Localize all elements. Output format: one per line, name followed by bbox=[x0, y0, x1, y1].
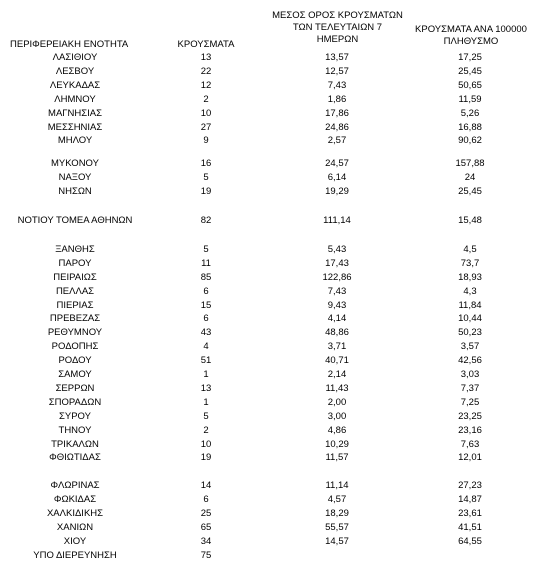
header-cases bbox=[175, 39, 237, 51]
table-row bbox=[0, 354, 542, 368]
avg-cell: 24,86 bbox=[325, 121, 349, 133]
table-row bbox=[0, 285, 542, 299]
region-cell: ΠΙΕΡΙΑΣ bbox=[56, 299, 94, 311]
cases-cell: 6 bbox=[203, 494, 209, 506]
avg-cell: 9,43 bbox=[327, 299, 347, 311]
per-100k-cell: 5,26 bbox=[460, 107, 480, 119]
avg-cell: 7,43 bbox=[327, 79, 347, 91]
table-row bbox=[0, 368, 542, 382]
table-row bbox=[0, 493, 542, 507]
per-100k-cell: 73,7 bbox=[460, 257, 480, 269]
avg-cell: 2,14 bbox=[327, 369, 347, 380]
avg-cell: 7,43 bbox=[327, 285, 347, 297]
avg-cell: 18,29 bbox=[325, 508, 349, 520]
avg-cell: 2,57 bbox=[327, 135, 347, 147]
cases-cell: 75 bbox=[200, 549, 212, 561]
table-row bbox=[0, 521, 542, 535]
per-100k-cell: 24 bbox=[464, 172, 476, 184]
avg-cell: 14,57 bbox=[325, 535, 349, 547]
avg-cell: 17,86 bbox=[325, 107, 349, 119]
region-cell: ΧΙΟΥ bbox=[63, 535, 87, 547]
avg-cell: 13,57 bbox=[325, 52, 349, 63]
cases-cell: 2 bbox=[203, 424, 209, 436]
avg-cell: 17,43 bbox=[325, 257, 349, 269]
per-100k-cell: 23,25 bbox=[458, 410, 482, 422]
region-cell: ΛΗΜΝΟΥ bbox=[54, 93, 96, 105]
table-row bbox=[0, 549, 542, 563]
cases-cell: 85 bbox=[200, 271, 212, 283]
region-cell: ΜΥΚΟΝΟΥ bbox=[51, 158, 99, 170]
cases-cell: 1 bbox=[203, 396, 209, 408]
avg-cell: 11,57 bbox=[325, 452, 349, 464]
per-100k-cell: 50,23 bbox=[458, 327, 482, 339]
region-cell: ΦΛΩΡΙΝΑΣ bbox=[50, 480, 100, 492]
table-row bbox=[0, 243, 542, 257]
table-row bbox=[0, 121, 542, 135]
per-100k-cell: 17,25 bbox=[458, 52, 482, 63]
region-cell: ΝΑΞΟΥ bbox=[58, 172, 92, 184]
per-100k-cell: 27,23 bbox=[458, 480, 482, 492]
region-cell: ΤΡΙΚΑΛΩΝ bbox=[51, 438, 99, 450]
avg-cell: 4,14 bbox=[327, 313, 347, 325]
region-cell: ΧΑΛΚΙΔΙΚΗΣ bbox=[46, 508, 104, 520]
header-per-line1: ΚΡΟΥΣΜΑΤΑ ΑΝΑ 100000 bbox=[415, 24, 527, 35]
cases-cell: 10 bbox=[200, 438, 212, 450]
region-cell: ΠΕΛΛΑΣ bbox=[55, 285, 95, 297]
cases-cell: 25 bbox=[200, 508, 212, 520]
avg-cell: 11,14 bbox=[325, 480, 349, 492]
region-cell: ΠΑΡΟΥ bbox=[58, 257, 92, 269]
header-7day-average bbox=[270, 10, 405, 46]
avg-cell: 10,29 bbox=[325, 438, 349, 450]
avg-cell: 12,57 bbox=[325, 65, 349, 77]
avg-cell: 1,86 bbox=[327, 93, 347, 105]
region-cell: ΣΥΡΟΥ bbox=[59, 410, 91, 422]
avg-cell: 2,00 bbox=[327, 396, 347, 408]
region-cell: ΡΟΔΟΥ bbox=[58, 355, 92, 367]
per-100k-cell: 157,88 bbox=[455, 158, 485, 170]
per-100k-cell: 3,03 bbox=[460, 369, 480, 380]
cases-cell: 13 bbox=[200, 382, 212, 394]
per-100k-cell: 23,61 bbox=[458, 508, 482, 520]
cases-cell: 9 bbox=[203, 135, 209, 147]
table-row bbox=[0, 185, 542, 199]
avg-cell: 122,86 bbox=[322, 271, 352, 283]
header-avg-line1: ΜΕΣΟΣ ΟΡΟΣ ΚΡΟΥΣΜΑΤΩΝ bbox=[272, 10, 403, 21]
cases-cell: 4 bbox=[203, 341, 209, 353]
region-cell: ΡΕΘΥΜΝΟΥ bbox=[47, 327, 103, 339]
per-100k-cell: 7,63 bbox=[460, 438, 480, 450]
cases-cell: 82 bbox=[200, 215, 212, 226]
region-cell: ΥΠΟ ΔΙΕΡΕΥΝΗΣΗ bbox=[33, 549, 117, 561]
header-avg-line2: ΤΩΝ ΤΕΛΕΥΤΑΙΩΝ 7 bbox=[292, 22, 383, 33]
per-100k-cell: 15,48 bbox=[458, 215, 482, 226]
per-100k-cell: 3,57 bbox=[460, 341, 480, 353]
table-row bbox=[0, 382, 542, 396]
table-row bbox=[0, 507, 542, 521]
region-cell: ΜΑΓΝΗΣΙΑΣ bbox=[48, 107, 102, 119]
avg-cell: 4,57 bbox=[327, 494, 347, 506]
table-row bbox=[0, 340, 542, 354]
region-cell: ΣΕΡΡΩΝ bbox=[55, 382, 95, 394]
per-100k-cell: 4,5 bbox=[463, 243, 477, 255]
header-region-label: ΠΕΡΙΦΕΡΕΙΑΚΗ ΕΝΟΤΗΤΑ bbox=[10, 39, 129, 50]
avg-cell: 40,71 bbox=[325, 355, 349, 367]
region-cell: ΡΟΔΟΠΗΣ bbox=[51, 341, 99, 353]
cases-cell: 65 bbox=[200, 522, 212, 533]
region-cell: ΝΗΣΩΝ bbox=[58, 186, 92, 198]
table-row bbox=[0, 79, 542, 93]
table-row bbox=[0, 438, 542, 452]
cases-cell: 1 bbox=[203, 369, 209, 380]
cases-cell: 5 bbox=[203, 243, 209, 255]
header-per-100000 bbox=[405, 24, 537, 48]
region-cell: ΤΗΝΟΥ bbox=[58, 424, 92, 436]
per-100k-cell: 11,84 bbox=[458, 299, 482, 311]
cases-cell: 14 bbox=[200, 480, 212, 492]
table-row bbox=[0, 51, 542, 65]
region-cell: ΣΑΜΟΥ bbox=[58, 369, 92, 380]
per-100k-cell: 64,55 bbox=[458, 535, 482, 547]
avg-cell: 5,43 bbox=[327, 243, 347, 255]
table-row bbox=[0, 535, 542, 549]
per-100k-cell: 10,44 bbox=[458, 313, 482, 325]
cases-cell: 6 bbox=[203, 285, 209, 297]
table-row bbox=[0, 479, 542, 493]
per-100k-cell: 7,37 bbox=[460, 382, 480, 394]
region-cell: ΜΕΣΣΗΝΙΑΣ bbox=[47, 121, 103, 133]
per-100k-cell: 90,62 bbox=[458, 135, 482, 147]
region-cell: ΛΕΣΒΟΥ bbox=[55, 65, 95, 77]
region-cell: ΛΕΥΚΑΔΑΣ bbox=[49, 79, 101, 91]
avg-cell: 55,57 bbox=[325, 522, 349, 533]
avg-cell: 111,14 bbox=[323, 215, 351, 226]
cases-cell: 43 bbox=[200, 327, 212, 339]
region-cell: ΠΕΙΡΑΙΩΣ bbox=[53, 271, 97, 283]
cases-cell: 16 bbox=[200, 158, 212, 170]
cases-cell: 10 bbox=[200, 107, 212, 119]
per-100k-cell: 50,65 bbox=[458, 79, 482, 91]
table-row bbox=[0, 326, 542, 340]
avg-cell: 11,43 bbox=[325, 382, 349, 394]
per-100k-cell: 4,3 bbox=[463, 285, 477, 297]
cases-cell: 22 bbox=[200, 65, 212, 77]
region-cell: ΧΑΝΙΩΝ bbox=[56, 522, 94, 533]
region-cell: ΣΠΟΡΑΔΩΝ bbox=[48, 396, 102, 408]
table-row bbox=[0, 157, 542, 171]
avg-cell: 48,86 bbox=[325, 327, 349, 339]
cases-cell: 15 bbox=[200, 299, 212, 311]
per-100k-cell: 11,59 bbox=[458, 93, 482, 105]
header-cases-label: ΚΡΟΥΣΜΑΤΑ bbox=[177, 39, 235, 50]
table-row bbox=[0, 299, 542, 313]
cases-cell: 6 bbox=[203, 313, 209, 325]
region-cell: ΦΘΙΩΤΙΔΑΣ bbox=[49, 452, 101, 464]
cases-cell: 5 bbox=[203, 410, 209, 422]
header-avg-line3: ΗΜΕΡΩΝ bbox=[316, 34, 359, 45]
avg-cell: 3,71 bbox=[327, 341, 347, 353]
table-row bbox=[0, 424, 542, 438]
table-row bbox=[0, 65, 542, 79]
per-100k-cell: 18,93 bbox=[458, 271, 482, 283]
cases-cell: 2 bbox=[203, 93, 209, 105]
per-100k-cell: 25,45 bbox=[458, 186, 482, 198]
per-100k-cell: 41,51 bbox=[458, 522, 482, 533]
per-100k-cell: 16,88 bbox=[458, 121, 482, 133]
cases-cell: 13 bbox=[200, 52, 212, 63]
per-100k-cell: 12,01 bbox=[458, 452, 482, 464]
avg-cell: 4,86 bbox=[327, 424, 347, 436]
cases-cell: 19 bbox=[200, 452, 212, 464]
table-row bbox=[0, 396, 542, 410]
region-cell: ΝΟΤΙΟΥ ΤΟΜΕΑ ΑΘΗΝΩΝ bbox=[17, 215, 133, 226]
table-row bbox=[0, 171, 542, 185]
table-row bbox=[0, 93, 542, 107]
table-row bbox=[0, 410, 542, 424]
avg-cell: 24,57 bbox=[325, 158, 349, 170]
per-100k-cell: 7,25 bbox=[460, 396, 480, 408]
header-region bbox=[10, 39, 128, 51]
table-row bbox=[0, 214, 542, 228]
table-row bbox=[0, 271, 542, 285]
table-row bbox=[0, 312, 542, 326]
per-100k-cell: 42,56 bbox=[458, 355, 482, 367]
table-row bbox=[0, 107, 542, 121]
per-100k-cell: 23,16 bbox=[458, 424, 482, 436]
region-cell: ΜΗΛΟΥ bbox=[57, 135, 93, 147]
table-row bbox=[0, 451, 542, 465]
avg-cell: 3,00 bbox=[327, 410, 347, 422]
cases-cell: 12 bbox=[200, 79, 212, 91]
region-cell: ΛΑΣΙΘΙΟΥ bbox=[52, 52, 98, 63]
avg-cell: 6,14 bbox=[327, 172, 347, 184]
cases-cell: 51 bbox=[200, 355, 212, 367]
region-cell: ΠΡΕΒΕΖΑΣ bbox=[49, 313, 101, 325]
region-cell: ΦΩΚΙΔΑΣ bbox=[53, 494, 97, 506]
cases-cell: 19 bbox=[200, 186, 212, 198]
cases-cell: 34 bbox=[200, 535, 212, 547]
cases-cell: 5 bbox=[203, 172, 209, 184]
table-row bbox=[0, 134, 542, 148]
per-100k-cell: 25,45 bbox=[458, 65, 482, 77]
per-100k-cell: 14,87 bbox=[458, 494, 482, 506]
avg-cell: 19,29 bbox=[325, 186, 349, 198]
table-row bbox=[0, 257, 542, 271]
cases-cell: 11 bbox=[201, 257, 211, 269]
cases-cell: 27 bbox=[200, 121, 212, 133]
header-per-line2: ΠΛΗΘΥΣΜΟ bbox=[443, 36, 499, 47]
region-cell: ΞΑΝΘΗΣ bbox=[55, 243, 95, 255]
